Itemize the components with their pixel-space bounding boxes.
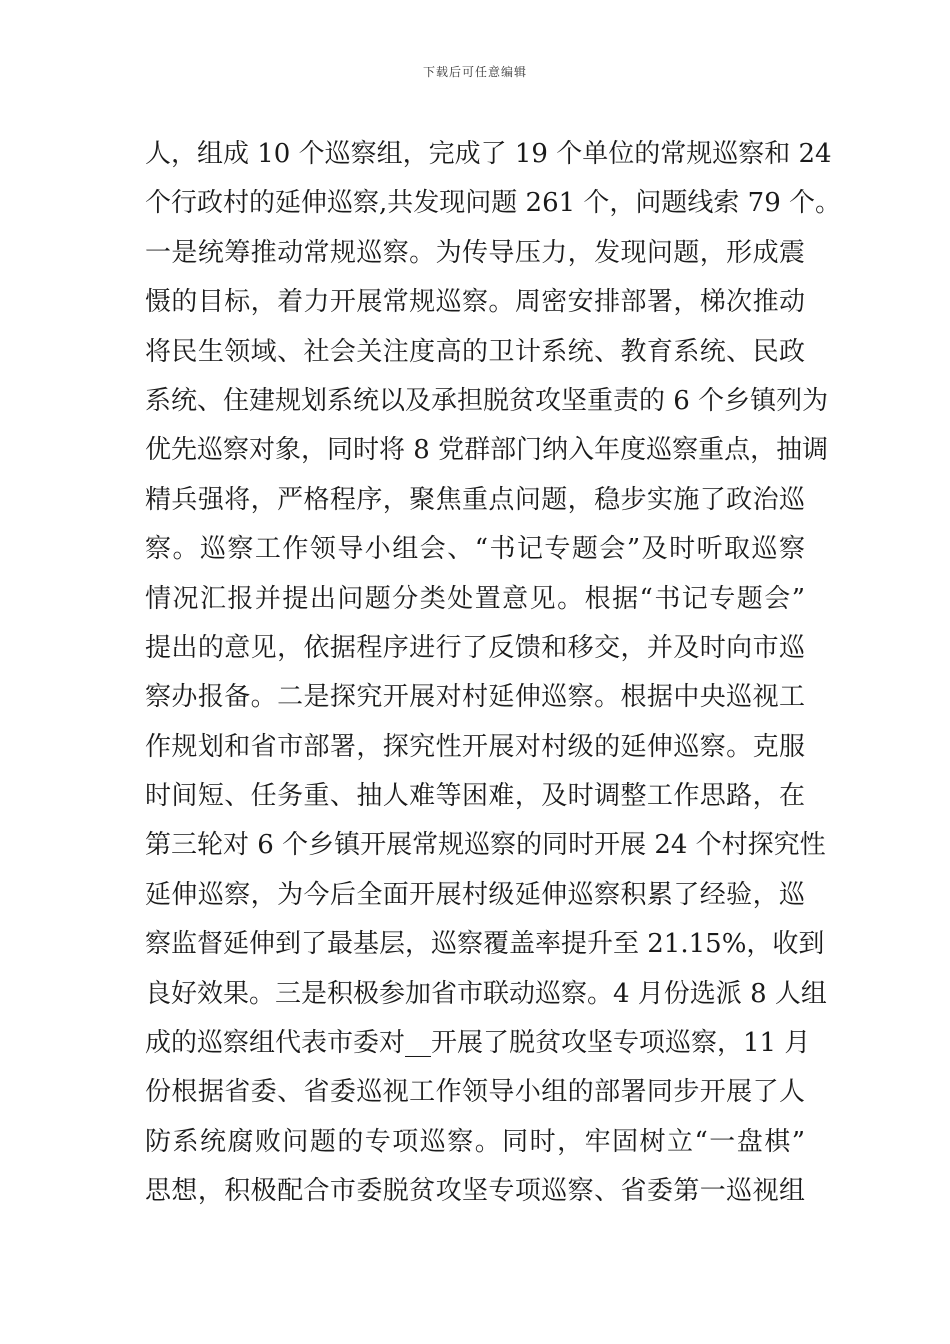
text-line: 良好效果。三是积极参加省市联动巡察。4 月份选派 8 人组 bbox=[145, 978, 827, 1009]
text-line: 第三轮对 6 个乡镇开展常规巡察的同时开展 24 个村探究性 bbox=[145, 830, 826, 861]
text-line: 延伸巡察，为今后全面开展村级延伸巡察积累了经验，巡 bbox=[145, 879, 805, 910]
text-line: 提出的意见，依据程序进行了反馈和移交，并及时向市巡 bbox=[145, 632, 805, 663]
text-line: 一是统筹推动常规巡察。为传导压力，发现问题，形成震 bbox=[145, 237, 805, 268]
text-line: 防系统腐败问题的专项巡察。同时，牢固树立“一盘棋” bbox=[145, 1126, 805, 1157]
body-text bbox=[145, 130, 842, 1217]
text-line: 个行政村的延伸巡察,共发现问题 261 个，问题线索 79 个。 bbox=[145, 188, 842, 219]
text-line: 将民生领域、社会关注度高的卫计系统、教育系统、民政 bbox=[145, 336, 805, 367]
text-line: 作规划和省市部署，探究性开展对村级的延伸巡察。克服 bbox=[145, 731, 805, 762]
text-line: 系统、住建规划系统以及承担脱贫攻坚重责的 6 个乡镇列为 bbox=[145, 385, 829, 416]
text-line: 慑的目标，着力开展常规巡察。周密安排部署，梯次推动 bbox=[145, 287, 805, 318]
text-line: 察办报备。二是探究开展对村延伸巡察。根据中央巡视工 bbox=[145, 682, 805, 713]
header-note: 下载后可任意编辑 bbox=[422, 65, 527, 79]
text-line: 时间短、任务重、抽人难等困难，及时调整工作思路，在 bbox=[145, 781, 805, 812]
text-line: 精兵强将，严格程序，聚焦重点问题，稳步实施了政治巡 bbox=[145, 484, 805, 515]
text-line: 察监督延伸到了最基层，巡察覆盖率提升至 21.15%，收到 bbox=[145, 929, 825, 960]
text-line: 成的巡察组代表市委对__开展了脱贫攻坚专项巡察，11 月 bbox=[145, 1028, 811, 1059]
text-line: 察。巡察工作领导小组会、“书记专题会”及时听取巡察 bbox=[145, 534, 805, 565]
text-line: 情况汇报并提出问题分类处置意见。根据“书记专题会” bbox=[145, 583, 805, 614]
text-line: 思想，积极配合市委脱贫攻坚专项巡察、省委第一巡视组 bbox=[145, 1176, 805, 1207]
text-line: 份根据省委、省委巡视工作领导小组的部署同步开展了人 bbox=[145, 1077, 805, 1108]
text-line: 人，组成 10 个巡察组，完成了 19 个单位的常规巡察和 24 bbox=[145, 139, 832, 169]
text-line: 优先巡察对象，同时将 8 党群部门纳入年度巡察重点，抽调 bbox=[145, 435, 829, 466]
